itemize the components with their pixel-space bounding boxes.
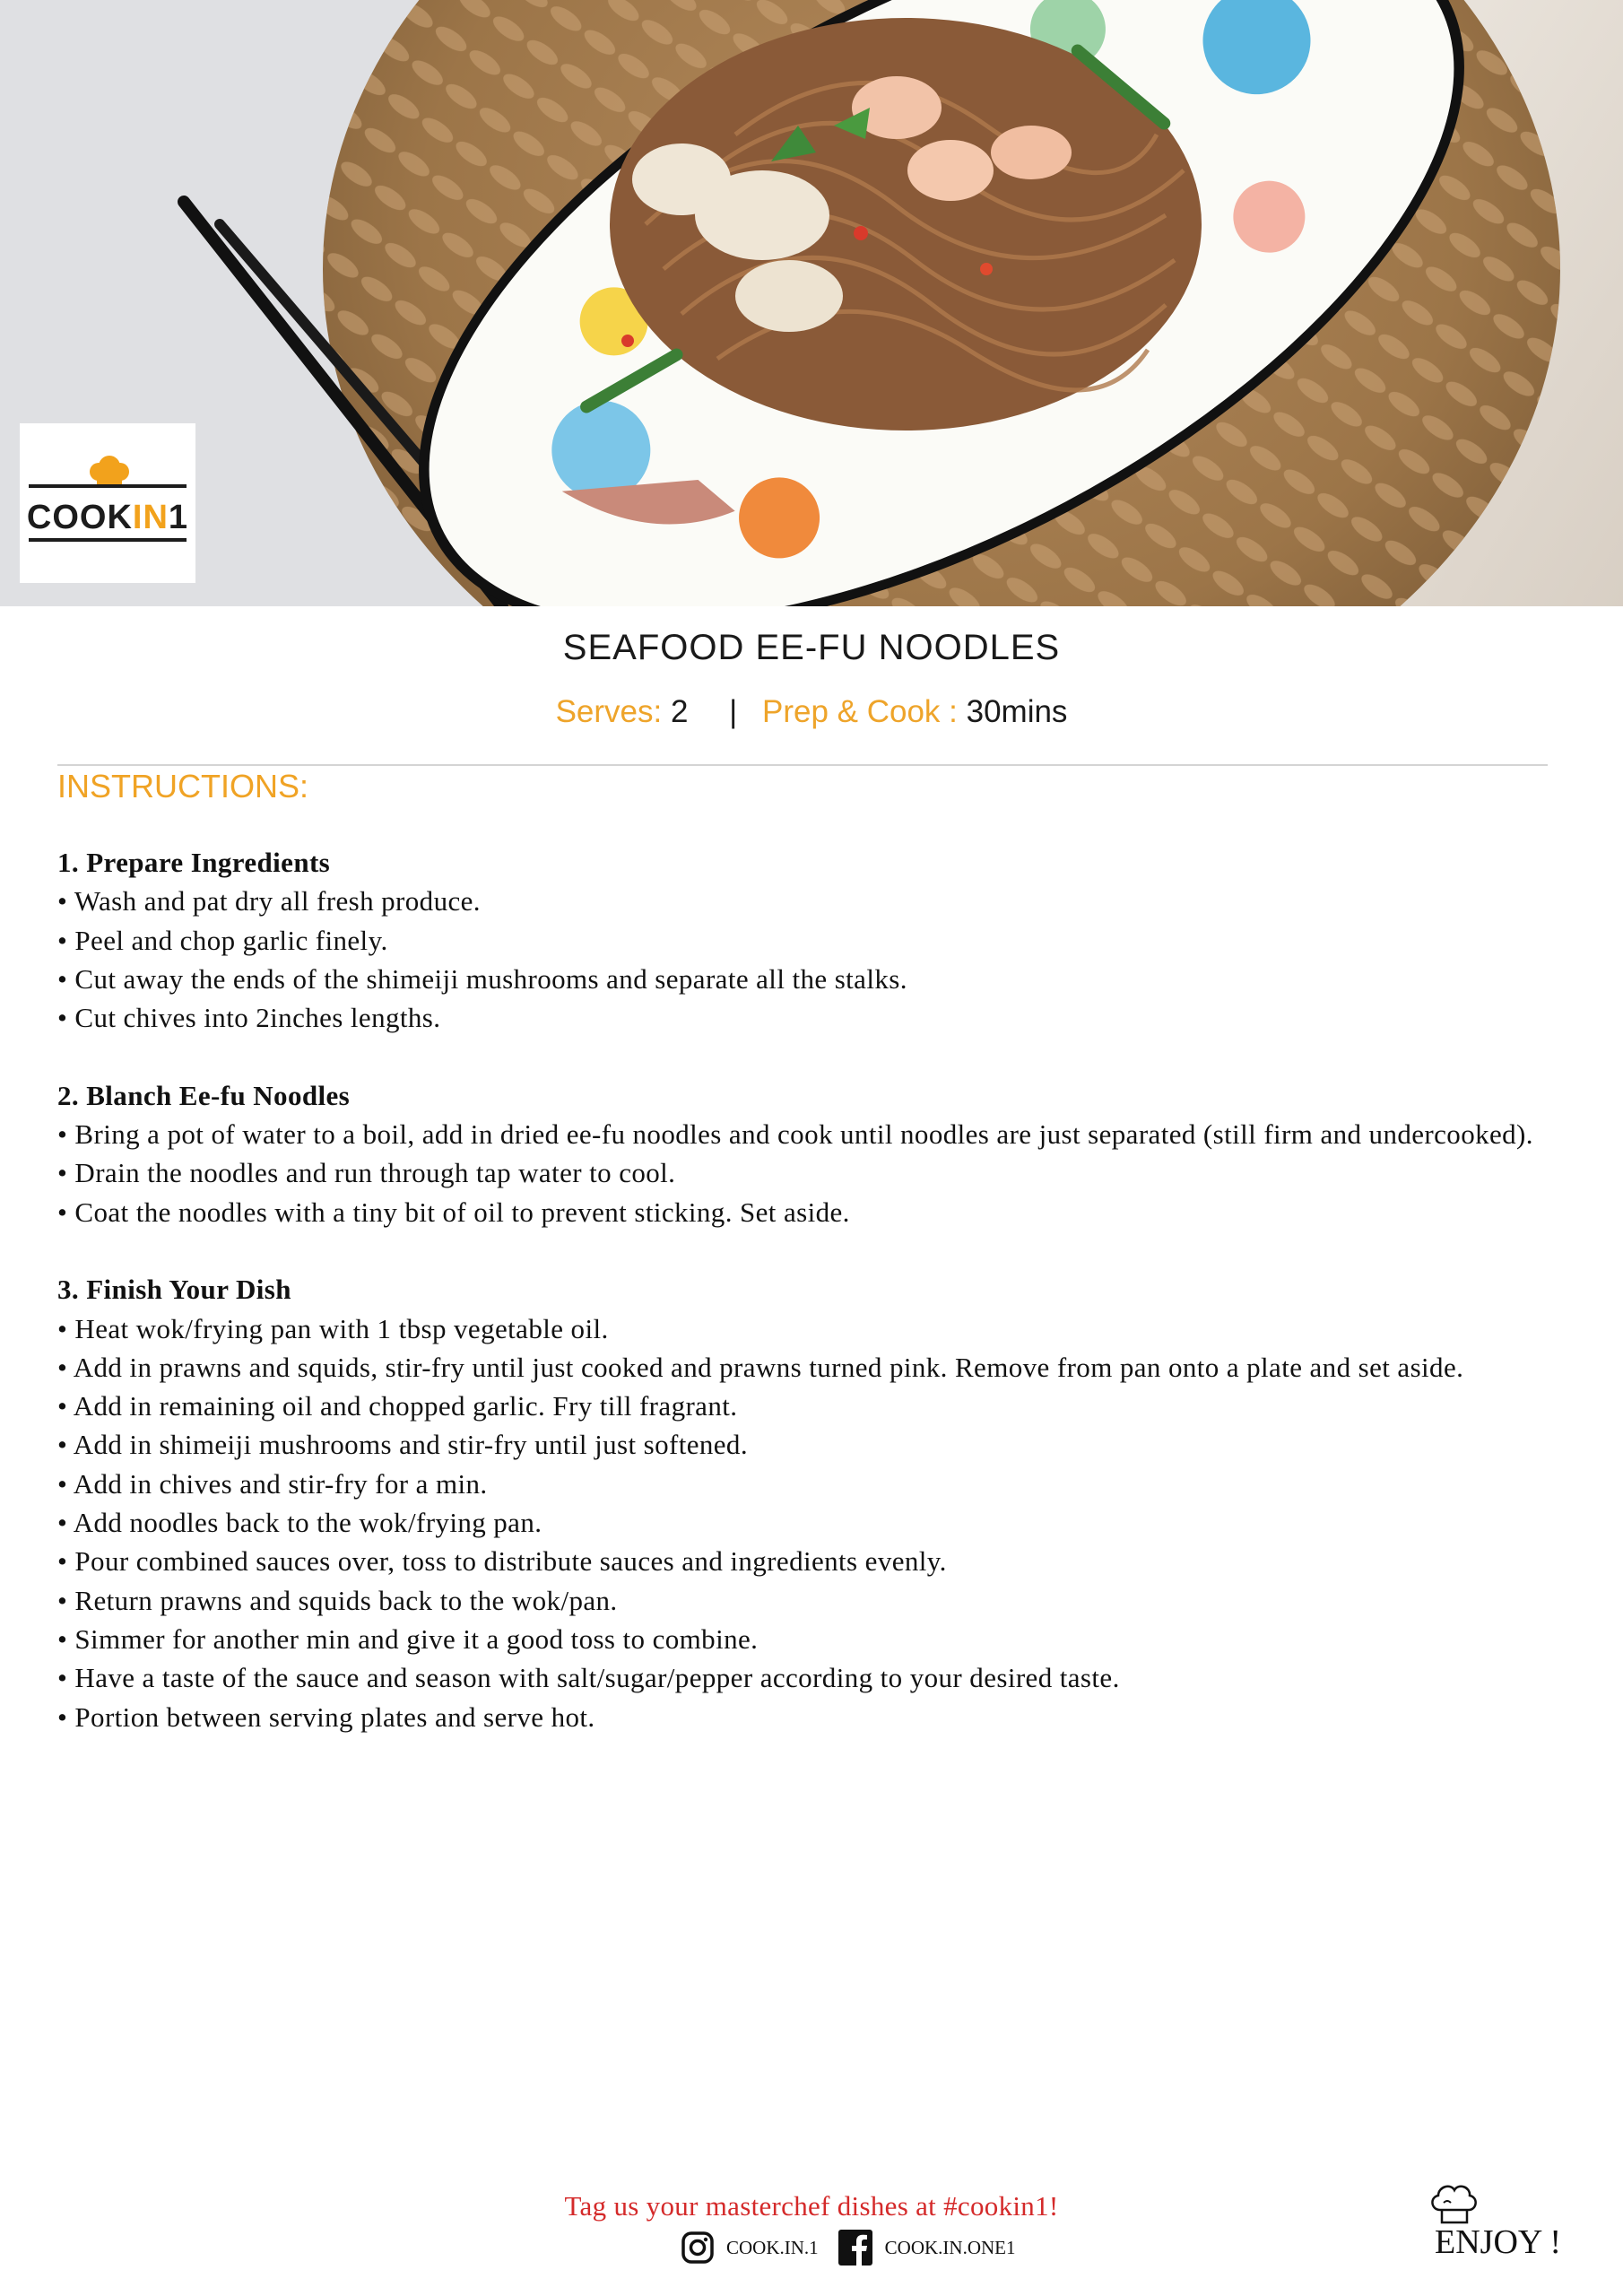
step-line: • Add in remaining oil and chopped garlic. Fry till fragrant.: [57, 1390, 738, 1422]
instagram-icon[interactable]: [681, 2231, 714, 2264]
step-1: [57, 843, 1557, 1037]
prep-value: 30mins: [966, 694, 1068, 729]
recipe-meta: [0, 694, 1623, 730]
cookin1-logo: [20, 423, 195, 583]
step-line: • Add in chives and stir-fry for a min.: [57, 1467, 488, 1500]
facebook-icon[interactable]: [838, 2230, 872, 2266]
step-line: • Heat wok/frying pan with 1 tbsp vegetable oil.: [57, 1312, 609, 1344]
step-line: • Peel and chop garlic finely.: [57, 924, 388, 956]
serves-value: 2: [670, 694, 689, 729]
step-3: [57, 1270, 1557, 1736]
step-line: • Coat the noodles with a tiny bit of oil to prevent sticking. Set aside.: [57, 1196, 850, 1228]
logo-text-in: IN: [132, 499, 169, 536]
step-line: • Wash and pat dry all fresh produce.: [57, 885, 481, 918]
step-line: • Cut chives into 2inches lengths.: [57, 1002, 441, 1034]
step-line: • Pour combined sauces over, toss to distribute sauces and ingredients evenly.: [57, 1545, 947, 1578]
instructions-heading: INSTRUCTIONS:: [57, 768, 309, 804]
step-2: [57, 1076, 1557, 1231]
meta-separator: |: [729, 694, 738, 729]
footer-tagline: Tag us your masterchef dishes at #cookin1!: [564, 2190, 1059, 2222]
step-line: • Bring a pot of water to a boil, add in dried ee-fu noodles and cook until noodles are just separated (still firm and undercooked).: [57, 1118, 1533, 1151]
enjoy-text: ENJOY !: [1435, 2223, 1562, 2261]
serves-label: Serves:: [555, 694, 663, 729]
logo-wordmark: [20, 499, 195, 537]
social-links: [681, 2228, 1016, 2267]
step-title: 3. Finish Your Dish: [57, 1274, 291, 1306]
instructions-list: [57, 843, 1557, 1775]
divider: [57, 764, 1548, 766]
step-line: • Portion between serving plates and serve hot.: [57, 1700, 595, 1733]
recipe-title: SEAFOOD EE-FU NOODLES: [562, 628, 1061, 667]
instagram-handle[interactable]: COOK.IN.1: [726, 2236, 819, 2258]
logo-text-num: 1: [168, 499, 189, 536]
step-line: • Add noodles back to the wok/frying pan.: [57, 1507, 542, 1539]
step-line: • Have a taste of the sauce and season with salt/sugar/pepper according to your desired taste.: [57, 1662, 1120, 1694]
step-title: 1. Prepare Ingredients: [57, 847, 331, 878]
facebook-handle[interactable]: COOK.IN.ONE1: [884, 2236, 1016, 2258]
food-photo-illustration: [0, 0, 1623, 606]
step-title: 2. Blanch Ee-fu Noodles: [57, 1079, 351, 1111]
step-line: • Simmer for another min and give it a good toss to combine.: [57, 1622, 759, 1655]
step-line: • Drain the noodles and run through tap water to cool.: [57, 1157, 676, 1189]
step-line: • Add in prawns and squids, stir-fry until just cooked and prawns turned pink. Remove from pan onto a plate and set aside.: [57, 1351, 1464, 1383]
step-line: • Return prawns and squids back to the wok/pan.: [57, 1584, 618, 1616]
step-line: • Cut away the ends of the shimeiji mushrooms and separate all the stalks.: [57, 962, 907, 995]
step-line: • Add in shimeiji mushrooms and stir-fry until just softened.: [57, 1429, 748, 1461]
prep-label: Prep & Cook :: [761, 694, 958, 729]
logo-text-main: COOK: [26, 499, 133, 536]
hero-food-photo: [0, 0, 1623, 606]
